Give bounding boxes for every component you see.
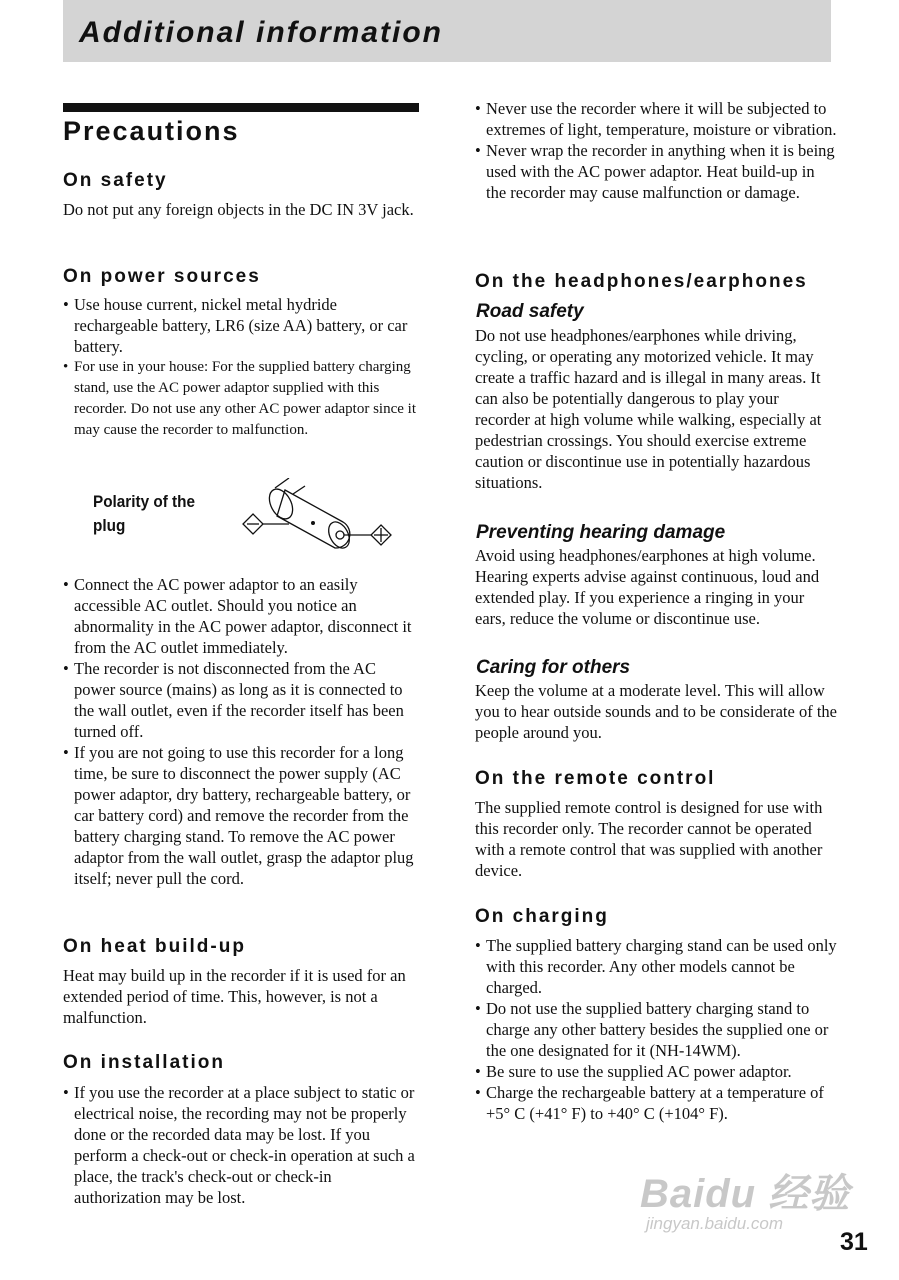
heading-on-charging: On charging	[475, 906, 609, 927]
list-item: • The recorder is not disconnected from the AC power source (mains) as long as it is connected to the wall outlet, even if the recorder itself has been turned off.	[63, 658, 419, 742]
page-number: 31	[840, 1228, 868, 1256]
watermark-brand: Baidu 经验	[640, 1172, 851, 1216]
list-item: • If you are not going to use this recorder for a long time, be sure to disconnect the power supply (AC power adaptor, dry battery, rechargeable battery, or car battery cord) and remove the recorder from the battery charging stand. To remove the AC power adaptor from the wall outlet, grasp the adaptor plug itself; never pull the cord.	[63, 742, 419, 889]
plug-polarity-diagram	[237, 478, 397, 558]
list-item: • Use house current, nickel metal hydride rechargeable battery, LR6 (size AA) battery, or car battery.	[63, 294, 419, 357]
heat-text: Heat may build up in the recorder if it is used for an extended period of time. This, however, is not a malfunction.	[63, 966, 406, 1027]
installation-list-continued	[475, 98, 837, 203]
list-item: • Do not use the supplied battery charging stand to charge any other battery besides the supplied one or the one designated for it (NH-14WM).	[475, 998, 837, 1061]
list-item: • Never use the recorder where it will be subjected to extremes of light, temperature, moisture or vibration.	[475, 98, 837, 140]
remote-control-text: The supplied remote control is designed for use with this recorder only. The recorder cannot be operated with a remote control that was supplied with another device.	[475, 798, 823, 880]
heading-on-installation: On installation	[63, 1052, 225, 1073]
list-item: • Be sure to use the supplied AC power adaptor.	[475, 1061, 837, 1082]
installation-list	[63, 1082, 419, 1208]
list-item: • The supplied battery charging stand can be used only with this recorder. Any other models cannot be charged.	[475, 935, 837, 998]
page-title: Precautions	[63, 116, 240, 146]
list-item: • Connect the AC power adaptor to an easily accessible AC outlet. Should you notice an abnormality in the AC power adaptor, disconnect it from the AC outlet immediately.	[63, 574, 419, 658]
charging-list	[475, 935, 837, 1124]
heading-on-remote-control: On the remote control	[475, 768, 716, 789]
hearing-damage-text: Avoid using headphones/earphones at high volume. Hearing experts advise against continuous, loud and extended play. If you experience a ringing in your ears, reduce the volume or discontinue use.	[475, 546, 820, 628]
heading-on-power-sources: On power sources	[63, 266, 261, 287]
safety-text: Do not put any foreign objects in the DC IN 3V jack.	[63, 200, 414, 219]
heading-on-headphones: On the headphones/earphones	[475, 271, 808, 292]
watermark-url: jingyan.baidu.com	[646, 1214, 784, 1233]
subheading-hearing-damage: Preventing hearing damage	[476, 522, 726, 543]
section-header-title: Additional information	[79, 16, 443, 49]
road-safety-text: Do not use headphones/earphones while driving, cycling, or operating any motorized vehicle. It may create a traffic hazard and is illegal in many areas. It can also be potentially dangerous to play your recorder at high volume while walking, especially at pedestrian crossings. You should exercise extreme caution or discontinue use in potentially hazardous situations.	[475, 326, 822, 492]
power-list-2	[63, 574, 419, 889]
subheading-caring-for-others: Caring for others	[476, 657, 631, 678]
list-item: • Never wrap the recorder in anything when it is being used with the AC power adaptor. Heat build-up in the recorder may cause malfunction or damage.	[475, 140, 837, 203]
list-item: • If you use the recorder at a place subject to static or electrical noise, the recording may not be properly done or the recorded data may be lost. If you perform a check-out or check-in operation at such a place, the track's check-out or check-in authorization may be lost.	[63, 1082, 419, 1208]
list-item: • Charge the rechargeable battery at a temperature of +5° C (+41° F) to +40° C (+104° F).	[475, 1082, 837, 1124]
baidu-watermark	[640, 1150, 860, 1245]
polarity-label: Polarity of the plug	[93, 492, 196, 535]
section-header-band	[63, 0, 831, 62]
power-list	[63, 294, 419, 441]
subheading-road-safety: Road safety	[476, 301, 584, 322]
list-item: • For use in your house: For the supplied battery charging stand, use the AC power adaptor supplied with this recorder. Do not use any other AC power adaptor since it may cause the recorder to malfunction.	[63, 357, 419, 441]
heading-on-safety: On safety	[63, 170, 168, 191]
heading-on-heat-build-up: On heat build-up	[63, 936, 246, 957]
caring-for-others-text: Keep the volume at a moderate level. This will allow you to hear outside sounds and to be considerate of the people around you.	[475, 681, 837, 742]
title-rule	[63, 103, 419, 112]
